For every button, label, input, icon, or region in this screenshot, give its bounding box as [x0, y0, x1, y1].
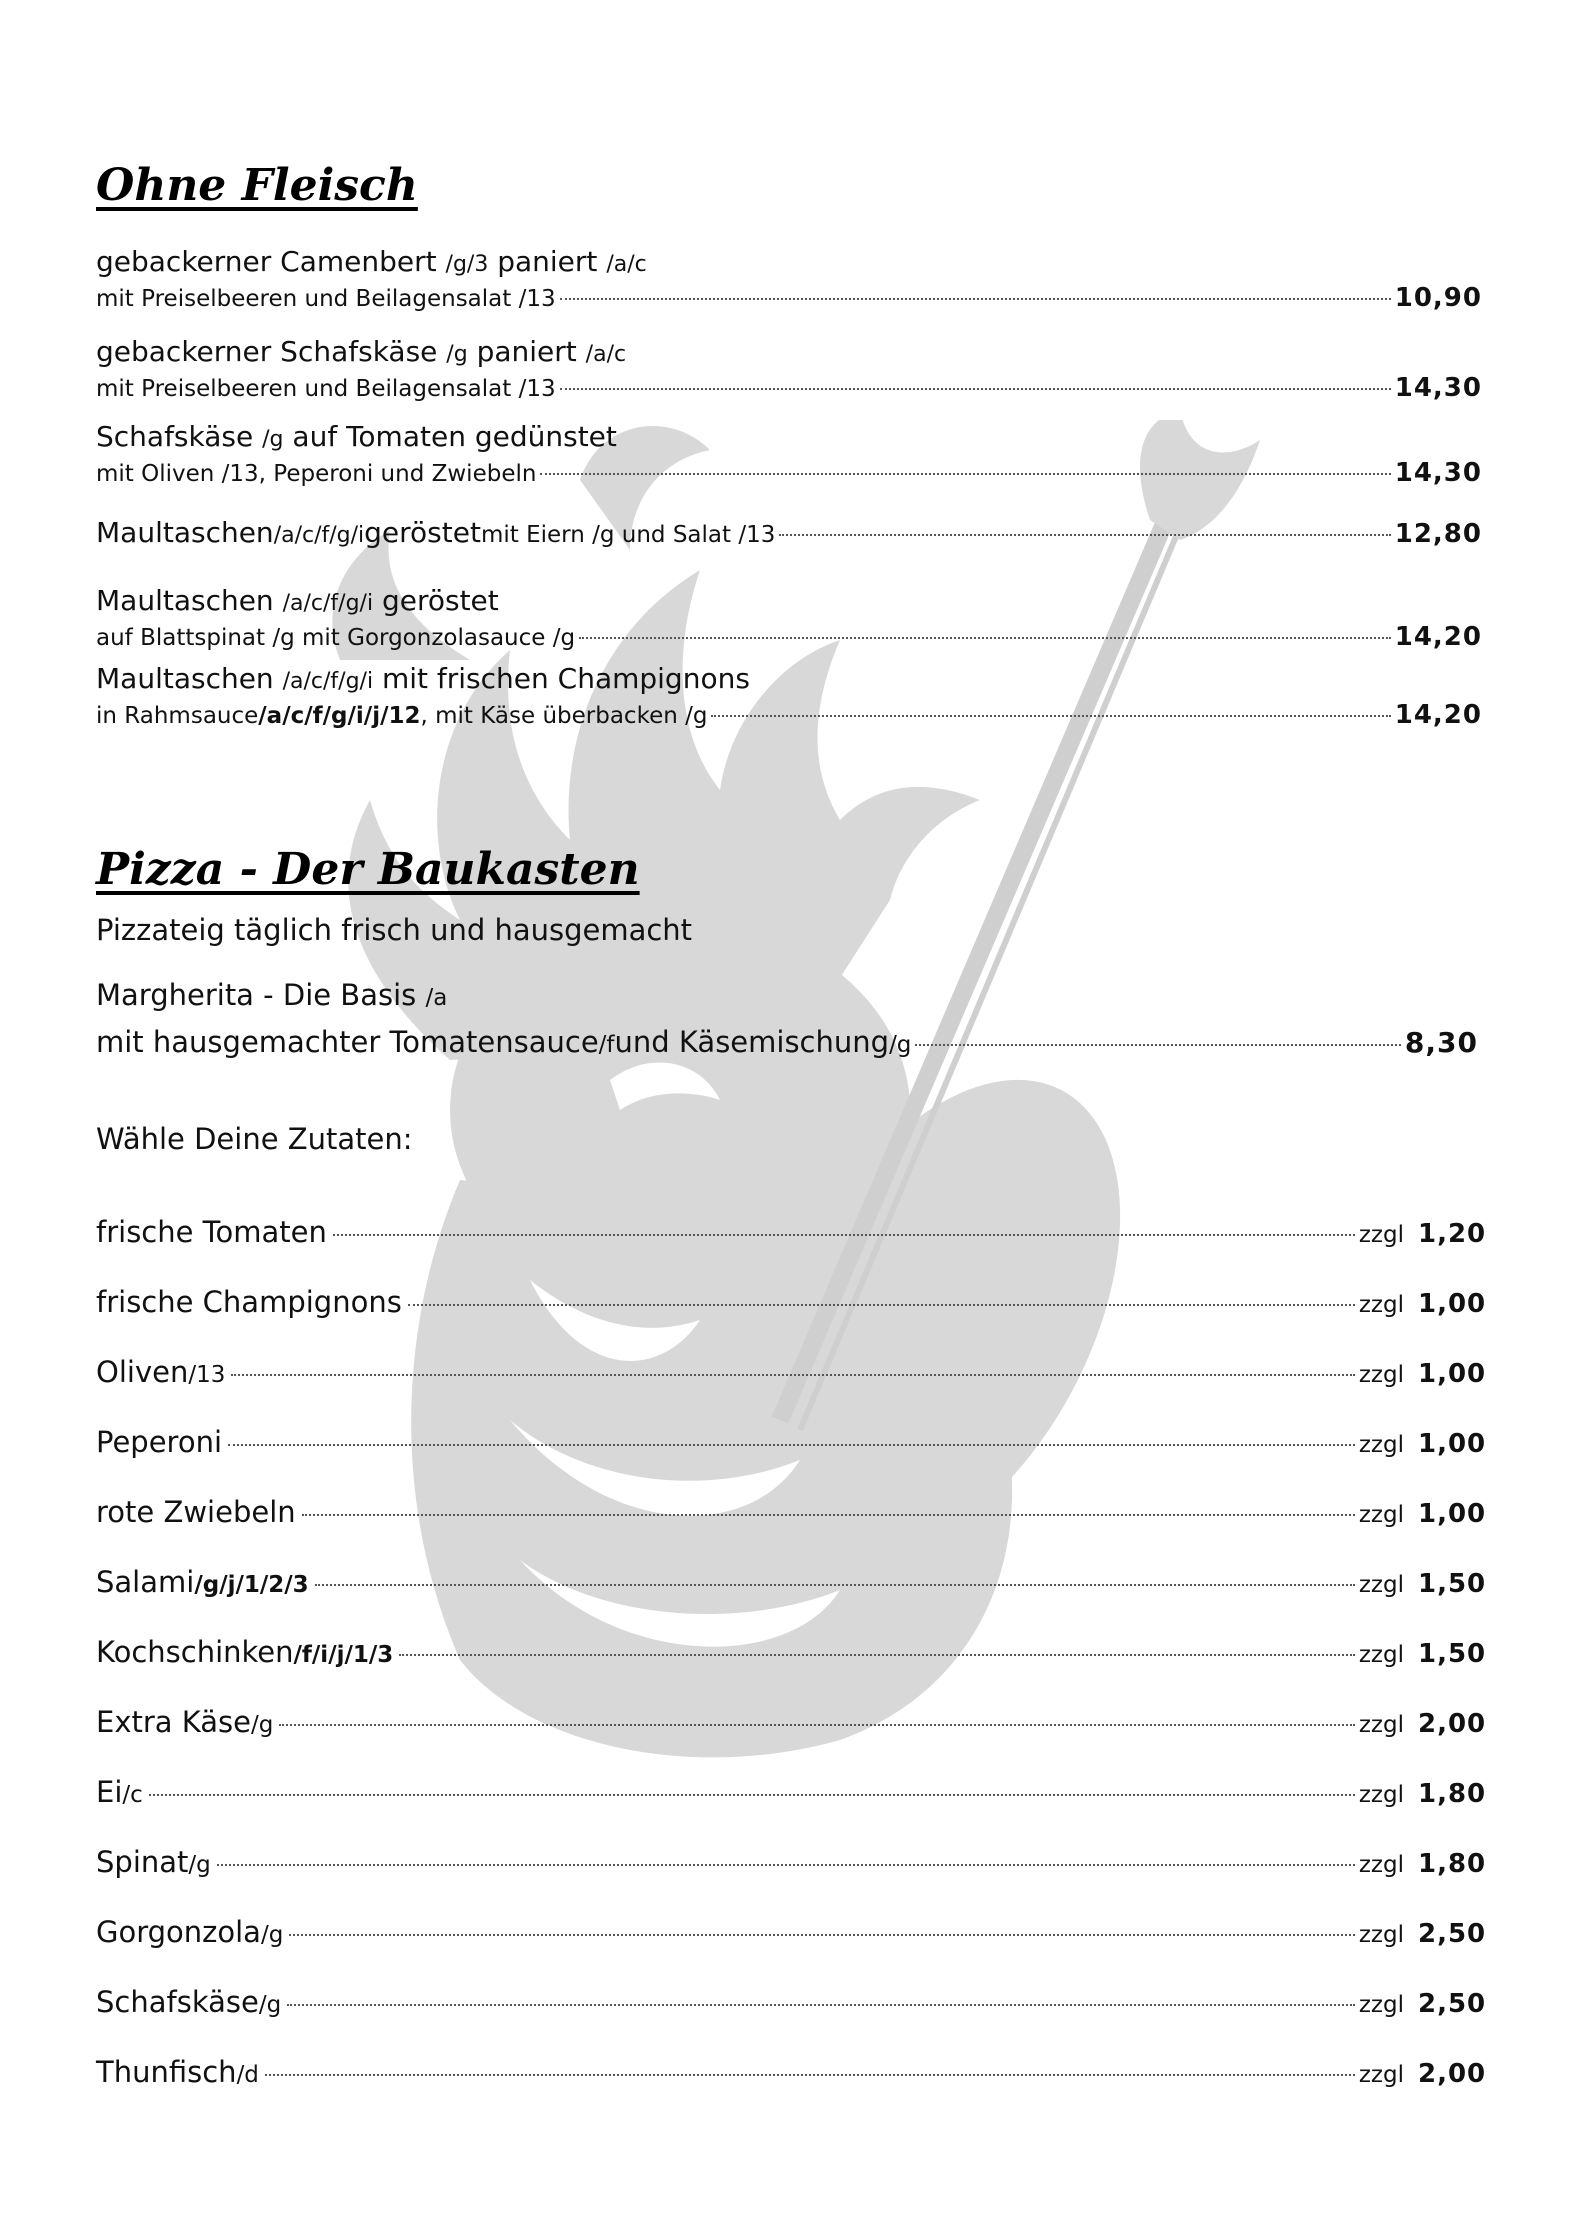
topping-item: [96, 1772, 1487, 1815]
topping-name: frische Champignons: [96, 1285, 402, 1319]
dish-description: mit Oliven /13, Peperoni und Zwiebeln 14,30: [96, 458, 1482, 488]
dot-leader: [540, 473, 1390, 475]
topping-prefix: zzgl: [1358, 1432, 1404, 1458]
dish-price: 12,80: [1394, 519, 1482, 549]
dish-item: [96, 334, 1482, 404]
topping-allergen: /f/i/j/1/3: [293, 1642, 394, 1668]
dish-description: mit Preiselbeeren und Beilagensalat /13 10,90: [96, 283, 1482, 313]
dot-leader: [217, 1864, 1355, 1866]
topping-prefix: zzgl: [1358, 1852, 1404, 1878]
topping-name: rote Zwiebeln: [96, 1495, 296, 1529]
topping-price: 2,50: [1418, 1989, 1487, 2019]
topping-price: 1,50: [1418, 1639, 1487, 1669]
topping-item: [96, 1282, 1487, 1325]
topping-price: 1,20: [1418, 1219, 1487, 1249]
topping-name: Spinat: [96, 1845, 189, 1879]
topping-price: 1,00: [1418, 1289, 1487, 1319]
topping-prefix: zzgl: [1358, 1782, 1404, 1808]
dot-leader: [302, 1514, 1355, 1516]
topping-price: 1,00: [1418, 1499, 1487, 1529]
topping-prefix: zzgl: [1358, 1922, 1404, 1948]
topping-name: Thunfisch: [96, 2055, 237, 2089]
topping-allergen: /g: [260, 1922, 284, 1948]
topping-allergen: /g: [251, 1712, 274, 1738]
choose-ingredients-label: Wähle Deine Zutaten:: [96, 1122, 413, 1156]
dish-description: auf Blattspinat /g mit Gorgonzolasauce /g 14,20: [96, 622, 1482, 652]
topping-name: Schafskäse: [96, 1985, 259, 2019]
topping-price: 2,50: [1418, 1919, 1487, 1949]
topping-prefix: zzgl: [1358, 1642, 1404, 1668]
topping-price: 1,80: [1418, 1779, 1487, 1809]
dish-name: Maultaschen /a/c/f/g/i geröstet mit Eiern /g und Salat /13 12,80: [96, 515, 1482, 554]
dish-item: [96, 244, 1482, 314]
dot-leader: [289, 1934, 1355, 1936]
topping-price: 1,00: [1418, 1359, 1487, 1389]
dot-leader: [287, 2004, 1355, 2006]
topping-prefix: zzgl: [1358, 1292, 1404, 1318]
section-title-pizza: Pizza - Der Baukasten: [96, 844, 640, 895]
dish-name: Maultaschen /a/c/f/g/i geröstet: [96, 584, 499, 617]
topping-allergen: /13: [188, 1362, 226, 1388]
topping-name: Oliven: [96, 1355, 189, 1389]
topping-item: [96, 1422, 1487, 1465]
dot-leader: [560, 298, 1391, 300]
dish-name: Schafskäse /g auf Tomaten gedünstet: [96, 420, 617, 453]
dot-leader: [399, 1654, 1355, 1656]
pizza-base-name: Margherita - Die Basis /a: [96, 978, 448, 1012]
dot-leader: [279, 1724, 1355, 1726]
dot-leader: [915, 1044, 1400, 1046]
dot-leader: [265, 2074, 1355, 2076]
topping-name: Kochschinken: [96, 1635, 294, 1669]
topping-item: [96, 1352, 1487, 1395]
dot-leader: [711, 715, 1390, 717]
dish-price: 14,30: [1394, 458, 1482, 488]
dot-leader: [779, 534, 1390, 536]
dish-item: [96, 515, 1482, 554]
dot-leader: [560, 388, 1391, 390]
topping-prefix: zzgl: [1358, 1992, 1404, 2018]
dish-name: Maultaschen /a/c/f/g/i mit frischen Champignons: [96, 662, 750, 695]
dish-description: mit Preiselbeeren und Beilagensalat /13 14,30: [96, 373, 1482, 403]
topping-allergen: /d: [236, 2062, 259, 2088]
topping-name: Gorgonzola: [96, 1915, 261, 1949]
dish-name: gebackerner Camenbert /g/3 paniert /a/c: [96, 245, 647, 278]
topping-prefix: zzgl: [1358, 1222, 1404, 1248]
topping-item: [96, 1632, 1487, 1675]
dot-leader: [228, 1444, 1355, 1446]
topping-prefix: zzgl: [1358, 1502, 1404, 1528]
topping-allergen: /g: [188, 1852, 211, 1878]
pizza-base-price: 8,30: [1404, 1026, 1478, 1059]
topping-name: Extra Käse: [96, 1705, 251, 1739]
dot-leader: [315, 1584, 1355, 1586]
dot-leader: [231, 1374, 1355, 1376]
dish-price: 14,20: [1394, 622, 1482, 652]
pizza-subtitle: Pizzateig täglich frisch und hausgemacht: [96, 913, 693, 947]
dot-leader: [333, 1234, 1355, 1236]
topping-prefix: zzgl: [1358, 1572, 1404, 1598]
topping-allergen: /g/j/1/2/3: [194, 1572, 309, 1598]
topping-item: [96, 1912, 1487, 1955]
topping-price: 1,50: [1418, 1569, 1487, 1599]
topping-price: 2,00: [1418, 1709, 1487, 1739]
dot-leader: [149, 1794, 1355, 1796]
dish-price: 14,30: [1394, 373, 1482, 403]
topping-allergen: /c: [122, 1782, 143, 1808]
topping-item: [96, 1492, 1487, 1535]
topping-prefix: zzgl: [1358, 1712, 1404, 1738]
topping-price: 1,00: [1418, 1429, 1487, 1459]
dish-item: [96, 661, 1482, 731]
topping-item: [96, 1842, 1487, 1885]
topping-price: 2,00: [1418, 2059, 1487, 2089]
dish-price: 14,20: [1394, 700, 1482, 730]
topping-item: [96, 1982, 1487, 2025]
topping-allergen: /g: [258, 1992, 282, 2018]
dot-leader: [408, 1304, 1355, 1306]
topping-item: [96, 2052, 1487, 2095]
pizza-base-line: mit hausgemachter Tomatensauce /f und Käsemischung /g 8,30: [96, 1022, 1478, 1065]
dish-item: [96, 583, 1482, 653]
topping-item: [96, 1212, 1487, 1255]
topping-prefix: zzgl: [1358, 1362, 1404, 1388]
topping-name: Peperoni: [96, 1425, 223, 1459]
topping-item: [96, 1562, 1487, 1605]
dish-price: 10,90: [1394, 283, 1482, 313]
topping-name: frische Tomaten: [96, 1215, 327, 1249]
topping-price: 1,80: [1418, 1849, 1487, 1879]
dish-name: gebackerner Schafskäse /g paniert /a/c: [96, 335, 627, 368]
section-title-ohne-fleisch: Ohne Fleisch: [96, 160, 418, 211]
topping-name: Ei: [96, 1775, 123, 1809]
topping-name: Salami: [96, 1565, 195, 1599]
dish-description: in Rahmsauce /a/c/f/g/i/j/12 , mit Käse überbacken /g 14,20: [96, 700, 1482, 730]
topping-prefix: zzgl: [1358, 2062, 1404, 2088]
topping-item: [96, 1702, 1487, 1745]
dot-leader: [579, 637, 1391, 639]
dish-item: [96, 419, 1482, 489]
